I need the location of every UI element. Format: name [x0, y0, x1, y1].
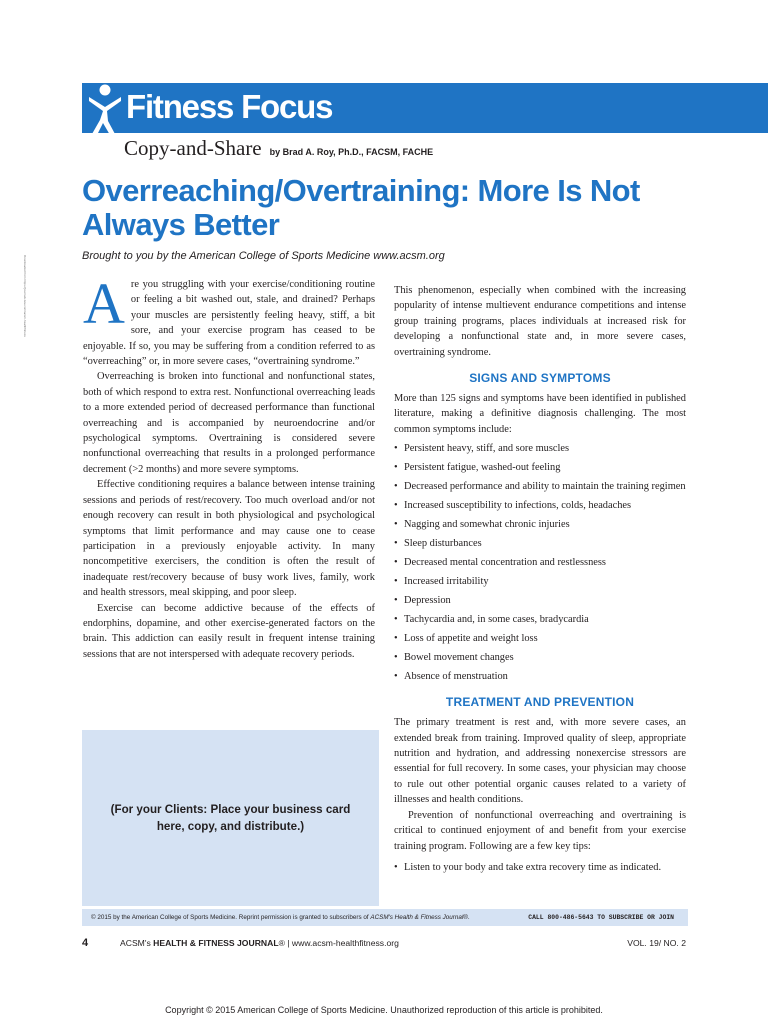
reprint-notice: © 2015 by the American College of Sports Medicine. Reprint permission is granted to subscribers of ACSM's Health & Fitness Journal®. — [91, 914, 470, 921]
margin-download-note: Downloaded from https://journals.lww.com/acsm-healthfitness — [23, 255, 27, 337]
brand-title: Fitness Focus — [126, 88, 333, 125]
copyright-notice: Copyright © 2015 American College of Sports Medicine. Unauthorized reproduction of this article is prohibited. — [165, 1005, 603, 1015]
treatment-heading: TREATMENT AND PREVENTION — [445, 695, 635, 710]
body-paragraph: Prevention of nonfunctional overreaching and overtraining is critical to continued enjoyment of and benefit from your exercise training program. Following are a few key tips: — [394, 809, 686, 852]
list-item: • Persistent fatigue, washed-out feeling — [394, 460, 686, 475]
drop-cap: A — [83, 271, 125, 336]
list-item: • Decreased mental concentration and restlessness — [394, 555, 686, 570]
list-item: • Depression — [394, 593, 686, 608]
symptoms-list — [394, 441, 686, 684]
page-number: 4 — [82, 937, 89, 949]
list-item: • Decreased performance and ability to maintain the training regimen — [394, 479, 686, 494]
body-paragraph: The primary treatment is rest and, with more severe cases, an extended break from training. Improved quality of sleep, appropriate nutrition and hydration, and addressing nonexercise stressors are essential for full recovery. In some cases, your physician may choose to rule out other potential organic causes related to a variety of illnesses and health conditions. — [394, 717, 686, 806]
body-paragraph: This phenomenon, especially when combined with the increasing popularity of intense multievent endurance competitions and intense group training programs, places individuals at increased risk for developing a nonfunctional state and, in more severe cases, overtraining syndrome. — [394, 285, 686, 358]
right-column — [394, 283, 686, 875]
list-item: • Increased susceptibility to infections, colds, headaches — [394, 498, 686, 513]
list-item: • Bowel movement changes — [394, 650, 686, 665]
intro-paragraph: Are you struggling with your exercise/conditioning routine or feeling a bit washed out, stale, and drained? Perhaps your muscles are persistently feeling heavy, stiff, a bit sore, and your exercise program has ceased to be enjoyable. If so, you may be suffering from a condition referred to as “overreaching” or, in more severe cases, “overtraining syndrome.” — [83, 271, 375, 368]
tips-list — [394, 860, 686, 875]
copy-share-label: Copy-and-Share — [124, 136, 262, 160]
list-item: • Increased irritability — [394, 574, 686, 589]
list-item: • Nagging and somewhat chronic injuries — [394, 517, 686, 532]
journal-line: ACSM's HEALTH & FITNESS JOURNAL® | www.acsm-healthfitness.org — [120, 938, 399, 948]
author-byline: by Brad A. Roy, Ph.D., FACSM, FACHE — [269, 147, 434, 157]
body-paragraph: Exercise can become addictive because of the effects of endorphins, dopamine, and other exercise-generated factors on the brain. This addiction can easily result in frequent intense training sessions that are not interspersed with adequate recovery periods. — [83, 602, 375, 660]
list-item: • Loss of appetite and weight loss — [394, 631, 686, 646]
business-card-instructions: (For your Clients: Place your business card here, copy, and distribute.) — [110, 803, 351, 833]
business-card-box — [82, 730, 379, 906]
list-item: • Persistent heavy, stiff, and sore muscles — [394, 441, 686, 456]
volume-issue: VOL. 19/ NO. 2 — [627, 938, 686, 948]
list-item: • Tachycardia and, in some cases, bradycardia — [394, 612, 686, 627]
body-paragraph: Effective conditioning requires a balance between intense training sessions and periods of rest/recovery. Too much overload and/or not enough recovery can result in both physiological and psychological symptoms that limit performance and may cause one to cease participation in a previously enjoyable activity. In many noncompetitive exercisers, the condition is often the result of inadequate rest/recovery because of busy work lives, family, work and health stressors, meal skipping, and poor sleep. — [83, 479, 375, 599]
article-title: Overreaching/Overtraining: More Is Not Always Better — [82, 173, 640, 242]
brought-by-line: Brought to you by the American College of Sports Medicine www.acsm.org — [82, 250, 445, 262]
left-column — [83, 271, 375, 662]
reprint-bar — [82, 909, 688, 926]
body-paragraph: More than 125 signs and symptoms have been identified in published literature, making a definitive diagnosis challenging. The most common symptoms include: — [394, 393, 686, 435]
list-item: • Listen to your body and take extra recovery time as indicated. — [394, 860, 686, 875]
subscribe-notice: CALL 800-486-5643 TO SUBSCRIBE OR JOIN — [528, 914, 674, 921]
signs-heading: SIGNS AND SYMPTOMS — [469, 371, 611, 386]
running-person-icon — [88, 83, 122, 135]
list-item: • Sleep disturbances — [394, 536, 686, 551]
header-bar — [82, 83, 768, 133]
body-paragraph: Overreaching is broken into functional and nonfunctional states, both of which respond to extra rest. Nonfunctional overreaching leads to a more extended period of decreased performance than functional overreaching and is accompanied by neuroendocrine and/or psychological symptoms. Overtraining is considered severe nonfunctional overreaching that results in a prolonged performance decrement (>2 months) and more severe symptoms. — [83, 371, 375, 475]
list-item: • Absence of menstruation — [394, 669, 686, 684]
header-subline — [124, 136, 433, 161]
